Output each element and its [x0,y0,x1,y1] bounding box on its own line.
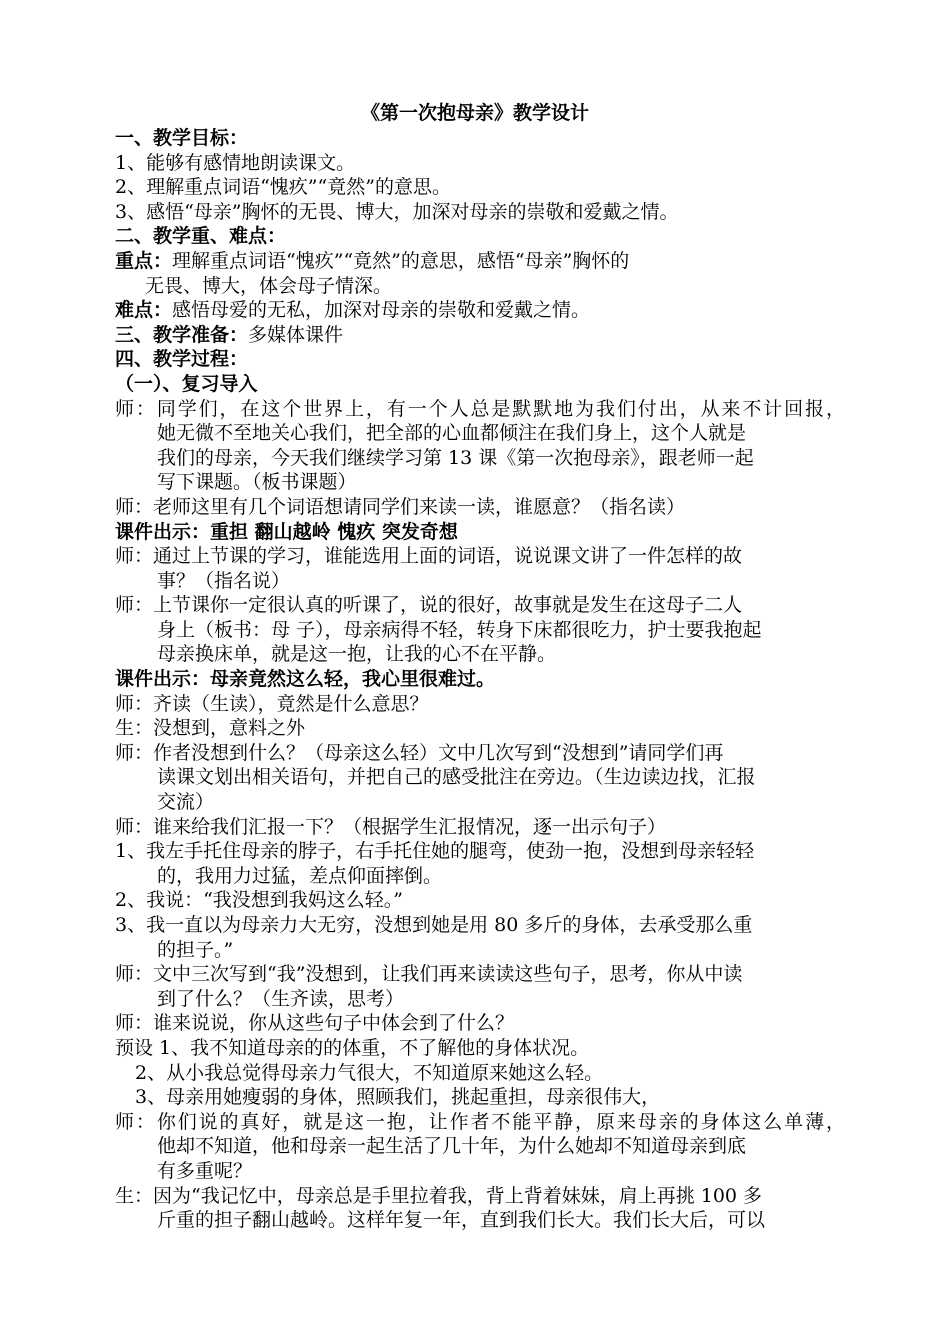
section-heading: 三、教学准备： [115,323,249,346]
text-line [115,372,845,397]
text-line: 师：作者没想到什么？（母亲这么轻）文中几次写到“没想到”请同学们再 [115,741,724,764]
label-bold: 难点： [115,299,173,322]
text-line: 母亲换床单，就是这一抱，让我的心不在平静。 [157,643,557,666]
text-line: 的，我用力过猛，差点仰面摔倒。 [157,864,443,887]
label-bold: 课件出示：母亲竟然这么轻，我心里很难过。 [115,668,496,691]
text-line: 有多重呢？ [157,1159,253,1182]
subsection-heading: （一）、复习导入 [115,372,258,395]
text-line: 师：老师这里有几个词语想请同学们来读一读，谁愿意？（指名读） [115,495,686,518]
text-line: 1、能够有感情地朗读课文。 [115,151,356,174]
text-line: 2、从小我总觉得母亲力气很大，不知道原来她这么轻。 [135,1061,604,1084]
text-line: 师：谁来说说，你从这些句子中体会到了什么？ [115,1012,515,1035]
text-line: 师：上节课你一定很认真的听课了，说的很好，故事就是发生在这母子二人 [115,594,743,617]
text-line: 师：谁来给我们汇报一下？（根据学生汇报情况，逐一出示句子） [115,815,667,838]
text-line: 2、我说：“我没想到我妈这么轻。” [115,889,404,912]
text-line: 他却不知道，他和母亲一起生活了几十年，为什么她却不知道母亲到底 [157,1135,747,1158]
text-line: 3、我一直以为母亲力大无穷，没想到她是用 80 多斤的身体，去承受那么重 [115,914,753,936]
text-line [115,126,845,151]
section-heading: 二、教学重、难点： [115,225,287,248]
text-line: 读课文划出相关语句，并把自己的感受批注在旁边。（生边读边找，汇报 [157,766,756,789]
text-line: 交流） [157,791,215,814]
text-line: 师：文中三次写到“我”没想到，让我们再来读读这些句子，思考，你从中读 [115,963,743,986]
text-line: 的担子。” [157,938,234,961]
text-line: 3、感悟“母亲”胸怀的无畏、博大，加深对母亲的崇敬和爱戴之情。 [115,200,679,223]
label-bold: 重点： [115,249,173,272]
text-line [115,667,845,692]
text-line [115,347,845,372]
label-bold: 课件出示：重担 翻山越岭 愧疚 突发奇想 [115,520,458,543]
text-line: 事？（指名说） [157,569,291,592]
document-title: 《第一次抱母亲》教学设计 [360,102,589,124]
text-line: 我们的母亲，今天我们继续学习第 13 课《第一次抱母亲》，跟老师一起 [157,446,754,469]
text-line: 她无微不至地关心我们，把全部的心血都倾注在我们身上，这个人就是 [157,422,747,445]
text-line: 三、教学准备：多媒体课件 [115,323,344,346]
section-heading: 四、教学过程： [115,348,249,371]
text-line: 写下课题。（板书课题） [157,471,357,494]
text-line [115,520,845,545]
text-line: 到了什么？（生齐读，思考） [157,987,405,1010]
text-line: 斤重的担子翻山越岭。这样年复一年，直到我们长大。我们长大后，可以 [157,1209,766,1232]
text-line: 身上（板书：母 子），母亲病得不轻，转身下床都很吃力，护士要我抱起 [157,618,762,641]
text-line: 重点：理解重点词语“愧疚”“竟然”的意思，感悟“母亲”胸怀的 [115,249,630,272]
text-line [115,224,845,249]
text-line: 难点：感悟母爱的无私，加深对母亲的崇敬和爱戴之情。 [115,299,591,322]
text-line: 3、母亲用她瘦弱的身体，照顾我们，挑起重担，母亲很伟大， [135,1086,661,1109]
text-line: 生：因为“我记忆中，母亲总是手里拉着我，背上背着妹妹，肩上再挑 100 多 [115,1184,763,1207]
text-line: 2、理解重点词语“愧疚”“竟然”的意思。 [115,176,451,199]
text-line: 师：通过上节课的学习，谁能选用上面的词语，说说课文讲了一件怎样的故 [115,545,743,568]
section-heading: 一、教学目标： [115,127,249,149]
text-line: 师：你们说的真好，就是这一抱，让作者不能平静，原来母亲的身体这么单薄， [115,1110,845,1133]
text-line: 师：齐读（生读），竟然是什么意思？ [115,692,429,715]
text-line: 无畏、博大，体会母子情深。 [145,274,393,297]
text-line: 预设 1、我不知道母亲的的体重，不了解他的身体状况。 [115,1036,590,1059]
text-line: 生：没想到，意料之外 [115,717,306,740]
text-line: 师：同学们，在这个世界上，有一个人总是默默地为我们付出，从来不计回报， [115,397,845,420]
document-body [115,126,845,1233]
text-line: 1、我左手托住母亲的脖子，右手托住她的腿弯，使劲一抱，没想到母亲轻轻 [115,840,755,863]
